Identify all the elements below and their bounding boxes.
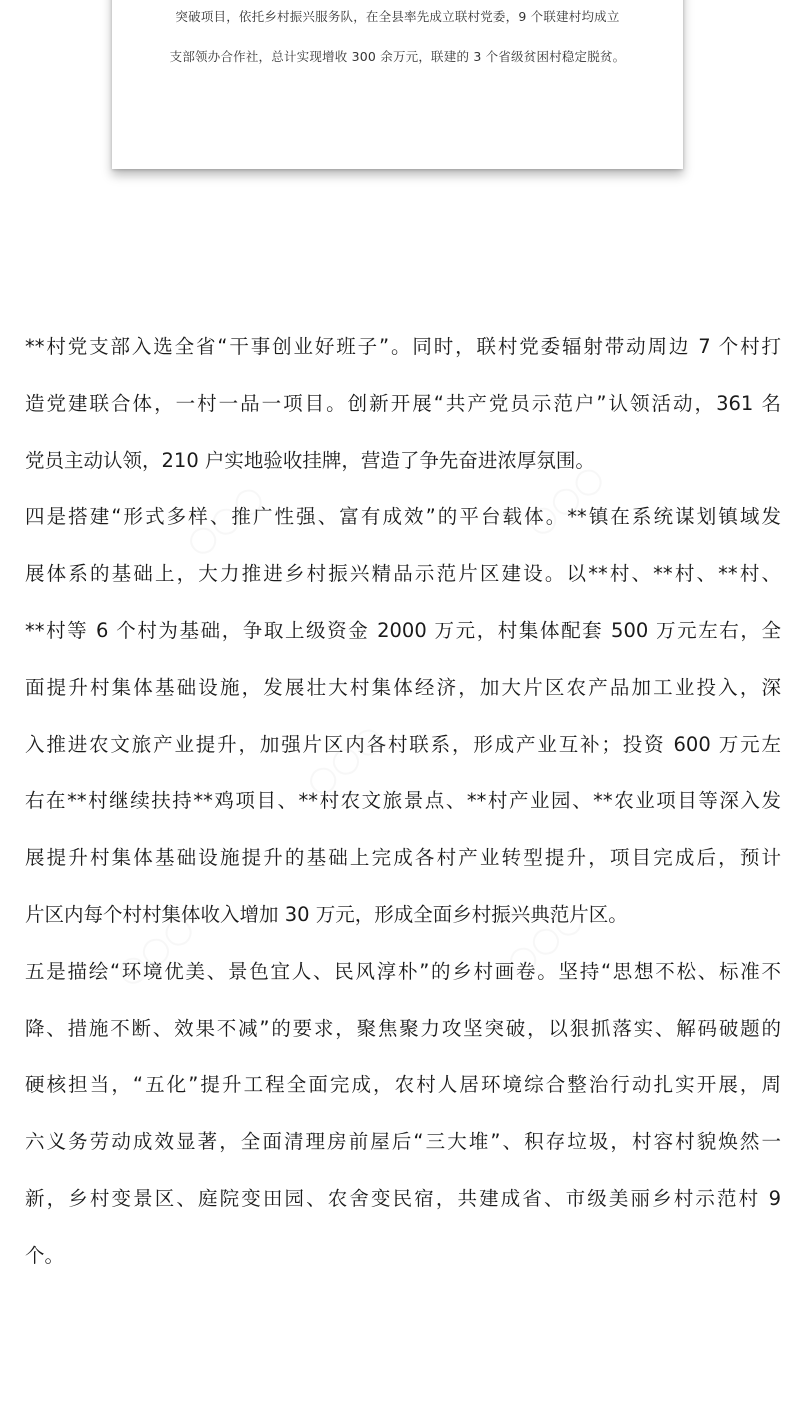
article-body (25, 327, 781, 1293)
text-line: 展体系的基础上，大力推进乡村振兴精品示范片区建设。以**村、**村、**村、 (25, 562, 781, 586)
text-line: 五是描绘“环境优美、景色宜人、民风淳朴”的乡村画卷。坚持“思想不松、标准不 (25, 959, 781, 983)
watermark-mark: ○○○ (107, 906, 202, 994)
text-line: 新，乡村变景区、庭院变田园、农舍变民宿，共建成省、市级美丽乡村示范村 9 (25, 1186, 781, 1210)
watermark-mark: ○○○ (497, 896, 592, 984)
card-text-line: 突破项目，依托乡村振兴服务队，在全县率先成立联村党委，9 个联建村均成立 (175, 9, 620, 24)
text-line: 面提升村集体基础设施，发展壮大村集体经济，加大片区农产品加工业投入，深 (25, 675, 781, 699)
text-line: **村党支部入选全省“干事创业好班子”。同时，联村党委辐射带动周边 7 个村打 (25, 335, 781, 358)
text-line: 六义务劳动成效显著，全面清理房前屋后“三大堆”、积存垃圾，村容村貌焕然一 (25, 1130, 781, 1154)
text-line: 片区内每个村村集体收入增加 30 万元，形成全面乡村振兴典范片区。 (25, 902, 628, 926)
watermark-mark: ○○○ (297, 716, 392, 804)
text-line: 个。 (25, 1243, 65, 1267)
card-text-line: 支部领办合作社，总计实现增收 300 余万元，联建的 3 个省级贫困村稳定脱贫。 (169, 49, 626, 64)
text-line: 四是搭建“形式多样、推广性强、富有成效”的平台载体。**镇在系统谋划镇域发 (25, 505, 781, 529)
text-line: 展提升村集体基础设施提升的基础上完成各村产业转型提升，项目完成后，预计 (25, 846, 781, 870)
text-line: 右在**村继续扶持**鸡项目、**村农文旅景点、**村产业园、**农业项目等深入发 (25, 789, 781, 813)
text-line: 入推进农文旅产业提升，加强片区内各村联系，形成产业互补；投资 600 万元左 (25, 732, 781, 756)
text-line: 党员主动认领，210 户实地验收挂牌，营造了争先奋进浓厚氛围。 (25, 448, 595, 472)
text-line: 硬核担当，“五化”提升工程全面完成，农村人居环境综合整治行动扎实开展，周 (25, 1073, 781, 1097)
text-line: 造党建联合体，一村一品一项目。创新开展“共产党员示范户”认领活动，361 名 (25, 391, 781, 415)
watermark-mark: ○○○ (517, 456, 612, 544)
watermark-mark: ○○○ (177, 476, 272, 564)
text-line: **村等 6 个村为基础，争取上级资金 2000 万元，村集体配套 500 万元左右，全 (25, 618, 781, 642)
text-line: 降、措施不断、效果不减”的要求，聚焦聚力攻坚突破，以狠抓落实、解码破题的 (25, 1016, 781, 1040)
summary-card (112, 0, 683, 169)
